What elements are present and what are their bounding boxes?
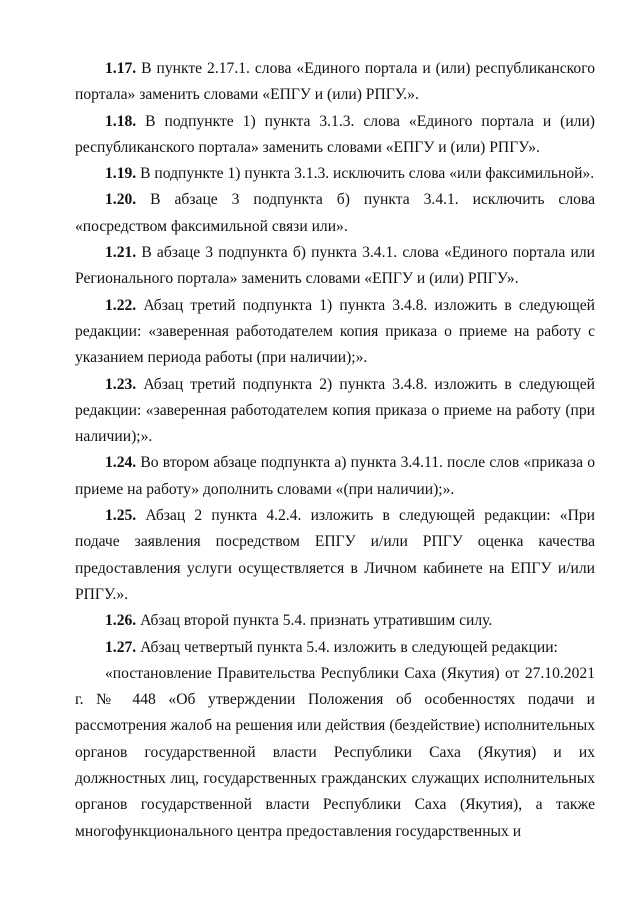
paragraph-1-17 [75, 56, 595, 109]
paragraph-text: В подпункте 1) пункта 3.1.3. слова «Единого портала и (или) республиканского портала» заменить словами «ЕПГУ и (или) РПГУ». [75, 112, 595, 156]
paragraph-text: В абзаце 3 подпункта б) пункта 3.4.1. слова «Единого портала или Регионального портала» заменить словами «ЕПГУ и (или) РПГУ». [75, 244, 595, 288]
paragraph-text: В пункте 2.17.1. слова «Единого портала и (или) республиканского портала» заменить словами «ЕПГУ и (или) РПГУ.». [75, 60, 595, 104]
paragraph-text: Абзац 2 пункта 4.2.4. изложить в следующей редакции: «При подаче заявления посредством ЕПГУ и/или РПГУ оценка качества предоставления услуги осуществляется в Личном кабинете на ЕПГУ и/или РПГУ.». [75, 507, 595, 603]
paragraph-number: 1.25. [105, 507, 137, 525]
paragraph-number: 1.22. [105, 296, 137, 314]
paragraph-number: 1.24. [105, 454, 137, 472]
paragraph-1-21 [75, 240, 595, 293]
paragraph-number: 1.17. [105, 60, 137, 77]
paragraph-1-23 [75, 372, 595, 451]
paragraph-number: 1.19. [105, 165, 137, 183]
paragraph-number: 1.21. [105, 244, 137, 262]
paragraph-1-25 [75, 503, 595, 608]
paragraph-number: 1.18. [105, 112, 137, 130]
paragraph-text: «постановление Правительства Республики Саха (Якутия) от 27.10.2021 г. № 448 «Об утверждении Положения об особенностях подачи и рассмотрения жалоб на решения или действия (бездействие) исполнительных органов государственной власти Республики Саха (Якутия) и их должностных лиц, государственных гражданских служащих исполнительных органов государственной власти Республики Саха (Якутия), а также многофункционального центра предоставления государственных и [75, 664, 595, 840]
paragraph-1-27 [75, 635, 595, 661]
paragraph-1-19 [75, 161, 595, 187]
paragraph-text: Абзац четвертый пункта 5.4. изложить в следующей редакции: [136, 638, 558, 656]
paragraph-1-18 [75, 109, 595, 162]
paragraph-1-20 [75, 187, 595, 240]
paragraph-1-24 [75, 450, 595, 503]
paragraph-number: 1.20. [105, 191, 137, 209]
paragraph-text: В абзаце 3 подпункта б) пункта 3.4.1. исключить слова «посредством факсимильной связи или». [75, 191, 595, 235]
paragraph-text: В подпункте 1) пункта 3.1.3. исключить слова «или факсимильной». [136, 165, 595, 183]
paragraph-number: 1.27. [105, 638, 137, 656]
paragraph-1-26 [75, 608, 595, 634]
paragraph-number: 1.23. [105, 375, 137, 393]
paragraph-text: Во втором абзаце подпункта а) пункта 3.4.11. после слов «приказа о приеме на работу» дополнить словами «(при наличии);». [75, 454, 595, 498]
paragraph-number: 1.26. [105, 612, 137, 630]
paragraph-1-22 [75, 293, 595, 372]
document-body [75, 56, 595, 845]
paragraph-quoted-resolution [75, 661, 595, 845]
paragraph-text: Абзац второй пункта 5.4. признать утратившим силу. [136, 612, 493, 630]
paragraph-text: Абзац третий подпункта 1) пункта 3.4.8. изложить в следующей редакции: «заверенная работодателем копия приказа о приеме на работу с указанием периода работы (при наличии);». [75, 296, 595, 367]
paragraph-text: Абзац третий подпункта 2) пункта 3.4.8. изложить в следующей редакции: «заверенная работодателем копия приказа о приеме на работу (при наличии);». [75, 375, 595, 446]
